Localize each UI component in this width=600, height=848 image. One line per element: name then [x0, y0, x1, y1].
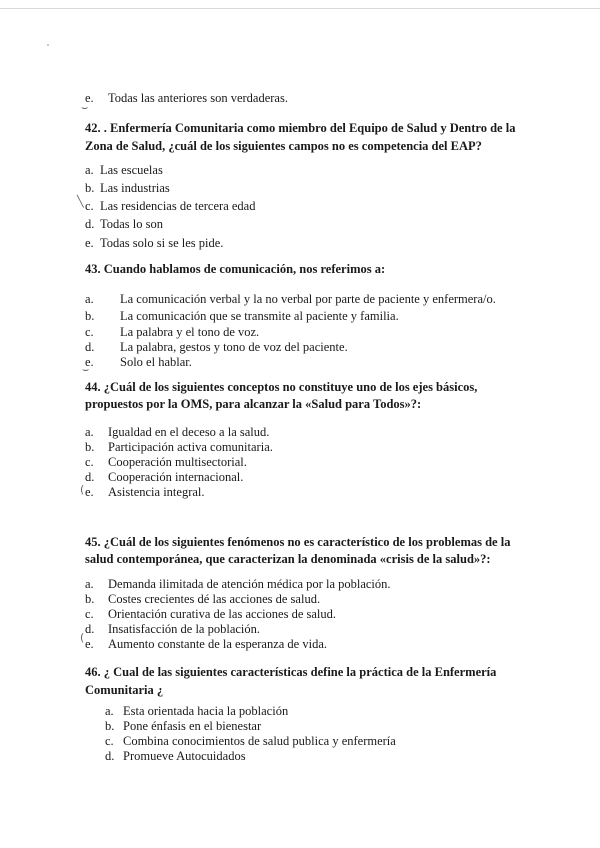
- option-letter: d.: [85, 340, 95, 354]
- option-letter: a.: [85, 425, 94, 439]
- option-letter: b.: [85, 592, 95, 606]
- option-letter: e.: [85, 485, 94, 499]
- pen-mark: ╲: [77, 195, 84, 208]
- option-text: Asistencia integral.: [108, 485, 205, 499]
- option-letter: e.: [85, 236, 94, 250]
- option-text: Solo el hablar.: [120, 355, 192, 369]
- option-letter: c.: [85, 325, 94, 339]
- option-letter: a.: [85, 292, 94, 306]
- option-text: Las industrias: [100, 181, 170, 195]
- option-text: La comunicación verbal y la no verbal por parte de paciente y enfermera/o.: [120, 292, 496, 306]
- pen-mark: ⌣: [81, 101, 89, 114]
- option-text: La comunicación que se transmite al paciente y familia.: [120, 309, 399, 323]
- option-letter: b.: [105, 719, 115, 733]
- question-title-line: 46. ¿ Cual de las siguientes características define la práctica de la Enfermería: [85, 665, 497, 679]
- option-text: Todas lo son: [100, 217, 164, 231]
- option-text: Esta orientada hacia la población: [123, 704, 289, 718]
- option-text: Demanda ilimitada de atención médica por la población.: [108, 577, 391, 591]
- scan-speck: [47, 44, 49, 46]
- option-letter: a.: [105, 704, 114, 718]
- option-letter: b.: [85, 440, 95, 454]
- option-text: Aumento constante de la esperanza de vida.: [108, 637, 328, 651]
- scan-top-edge: [0, 8, 600, 9]
- option-text: Todas solo si se les pide.: [100, 236, 224, 250]
- option-text: Promueve Autocuidados: [123, 749, 246, 763]
- question-title-line: 45. ¿Cuál de los siguientes fenómenos no es característico de los problemas de la: [85, 535, 511, 549]
- option-letter: e.: [85, 637, 94, 651]
- option-text: Igualdad en el deceso a la salud.: [108, 425, 270, 439]
- option-text: Orientación curativa de las acciones de salud.: [108, 607, 337, 621]
- option-letter: a.: [85, 163, 94, 177]
- option-letter: b.: [85, 181, 95, 195]
- question-title-line: Comunitaria ¿: [85, 683, 164, 697]
- question-title-line: salud contemporánea, que caracterizan la denominada «crisis de la salud»?:: [85, 552, 491, 566]
- option-text: Pone énfasis en el bienestar: [123, 719, 262, 733]
- option-text: Costes crecientes dé las acciones de salud.: [108, 592, 321, 606]
- option-text: Todas las anteriores son verdaderas.: [108, 91, 288, 105]
- option-letter: c.: [85, 199, 94, 213]
- question-title-line: propuestos por la OMS, para alcanzar la «Salud para Todos»?:: [85, 397, 422, 411]
- question-title-line: 42. . Enfermería Comunitaria como miembro del Equipo de Salud y Dentro de la: [85, 121, 516, 135]
- option-letter: a.: [85, 577, 94, 591]
- option-text: Las escuelas: [100, 163, 163, 177]
- option-text: Participación activa comunitaria.: [108, 440, 273, 454]
- pen-mark: ⌣: [82, 363, 90, 376]
- option-letter: c.: [105, 734, 114, 748]
- option-text: Las residencias de tercera edad: [100, 199, 256, 213]
- pen-mark: (: [80, 483, 85, 496]
- pen-mark: (: [80, 631, 85, 644]
- option-text: Combina conocimientos de salud publica y enfermería: [123, 734, 396, 748]
- question-title-line: 43. Cuando hablamos de comunicación, nos referimos a:: [85, 262, 386, 276]
- option-letter: d.: [105, 749, 115, 763]
- option-text: La palabra y el tono de voz.: [120, 325, 260, 339]
- option-letter: e.: [85, 355, 94, 369]
- option-text: Cooperación internacional.: [108, 470, 244, 484]
- question-title-line: Zona de Salud, ¿cuál de los siguientes campos no es competencia del EAP?: [85, 139, 482, 153]
- option-text: Cooperación multisectorial.: [108, 455, 247, 469]
- option-letter: c.: [85, 607, 94, 621]
- question-title-line: 44. ¿Cuál de los siguientes conceptos no constituye uno de los ejes básicos,: [85, 380, 478, 394]
- option-text: Insatisfacción de la población.: [108, 622, 261, 636]
- option-letter: d.: [85, 470, 95, 484]
- option-letter: c.: [85, 455, 94, 469]
- option-letter: b.: [85, 309, 95, 323]
- option-letter: d.: [85, 622, 95, 636]
- option-letter: e.: [85, 91, 94, 105]
- option-letter: d.: [85, 217, 95, 231]
- option-text: La palabra, gestos y tono de voz del paciente.: [120, 340, 348, 354]
